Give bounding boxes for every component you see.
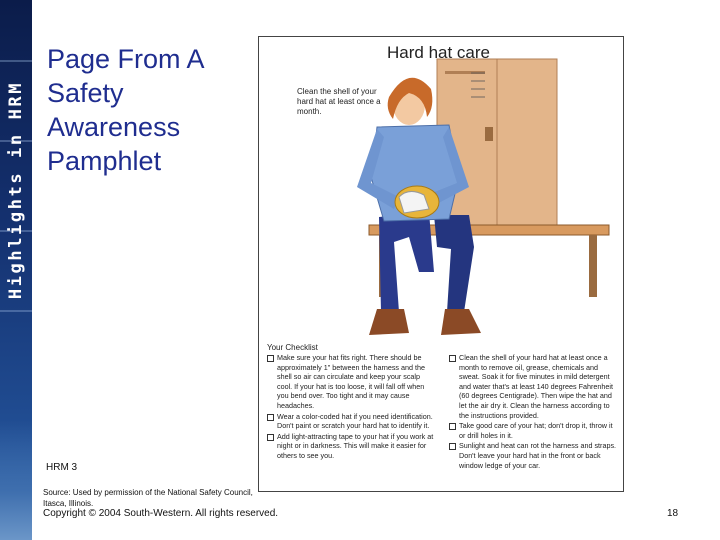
pamphlet-title: Hard hat care — [387, 43, 490, 62]
checklist-item-text: Make sure your hat fits right. There should be approximately 1" between the harness and the shell so air can circulate and keep your scalp cool. If your hat is too loose, it will fall off when you bend over. Too tight and it may cause headaches. — [277, 353, 425, 410]
checklist-item — [449, 353, 619, 420]
pamphlet-caption: Clean the shell of your hard hat at least once a month. — [297, 87, 381, 116]
hat-label-lines — [469, 67, 489, 107]
checkbox-icon — [449, 423, 456, 430]
sidebar-banner — [0, 0, 32, 540]
checklist-item — [267, 432, 437, 461]
checkbox-icon — [449, 355, 456, 362]
checklist-item — [267, 353, 437, 411]
checklist-left-column — [267, 353, 437, 462]
checklist-item-text: Clean the shell of your hard hat at least once a month to remove oil, grease, chemicals and sweat. Soak it for five minutes in mild detergent and water that's at least 140 degrees Fahrenheit (60 degrees Centigrade). Then wipe the hat and let the air dry it. Clean the harness according to the instructions provided. — [459, 353, 614, 420]
checklist-heading: Your Checklist — [267, 343, 318, 352]
source-note: Source: Used by permission of the National Safety Council, Itasca, Illinois. — [43, 488, 253, 508]
checkbox-icon — [267, 434, 274, 441]
sidebar-title-text: Highlights in — [6, 132, 26, 300]
checklist-item-text: Take good care of your hat; don't drop it, throw it or drill holes in it. — [459, 421, 613, 440]
checkbox-icon — [267, 355, 274, 362]
hrm-label: HRM 3 — [46, 462, 78, 473]
checklist-right-column — [449, 353, 619, 471]
pamphlet-page — [258, 36, 624, 492]
sidebar-title-accent: HRM — [6, 80, 26, 120]
sidebar-background-art — [0, 420, 32, 540]
checkbox-icon — [267, 414, 274, 421]
sidebar-vertical-title — [6, 81, 26, 299]
copyright-text: Copyright © 2004 South-Western. All rights reserved. — [43, 508, 279, 519]
checklist-item — [449, 421, 619, 440]
checkbox-icon — [449, 443, 456, 450]
checklist-item-text: Add light-attracting tape to your hat if you work at night or in darkness. This will make it easier for others to see you. — [277, 431, 434, 460]
slide-title: Page From A Safety Awareness Pamphlet — [47, 44, 204, 176]
checklist-item — [267, 412, 437, 431]
checklist-item-text: Sunlight and heat can rot the harness and straps. Don't leave your hard hat in the front or back window ledge of your car. — [459, 441, 617, 470]
page-number: 18 — [667, 508, 679, 519]
checklist-item-text: Wear a color-coded hat if you need identification. Don't paint or scratch your hard hat to identify it. — [277, 411, 433, 431]
checklist-item — [449, 441, 619, 470]
